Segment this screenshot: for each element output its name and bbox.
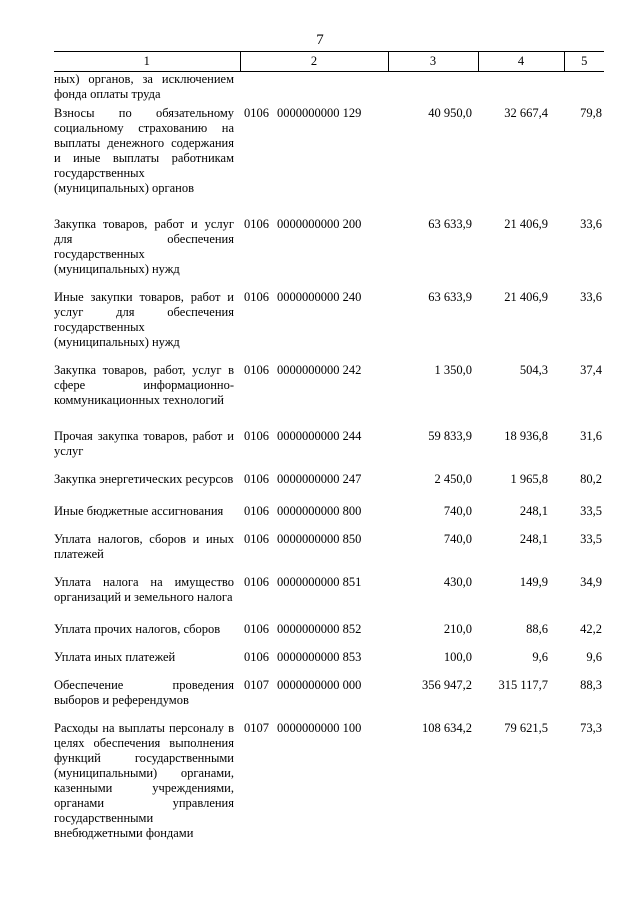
row-name: Уплата иных платежей bbox=[54, 650, 176, 664]
row-name: Взносы по обязательному социальному страхованию на выплаты денежного содержания и иные выплаты работникам государственных (муниципальных) органов bbox=[54, 106, 234, 195]
column-header: 3 bbox=[388, 52, 478, 72]
table-row bbox=[54, 504, 604, 532]
percent-value: 31,6 bbox=[580, 429, 602, 443]
table-row bbox=[54, 429, 604, 472]
percent-value: 33,5 bbox=[580, 504, 602, 518]
row-name: Закупка энергетических ресурсов bbox=[54, 472, 234, 486]
table-row bbox=[54, 650, 604, 678]
section-code: 0106 bbox=[244, 622, 269, 636]
row-code bbox=[240, 622, 388, 650]
row-code bbox=[240, 532, 388, 575]
expense-code: 0000000000 000 bbox=[277, 678, 362, 692]
section-code: 0106 bbox=[244, 650, 269, 664]
plan-value: 63 633,9 bbox=[428, 290, 472, 304]
plan-value: 1 350,0 bbox=[434, 363, 472, 377]
table-row bbox=[54, 106, 604, 217]
percent-value: 33,6 bbox=[580, 217, 602, 231]
section-code: 0107 bbox=[244, 678, 269, 692]
row-name: Иные закупки товаров, работ и услуг для обеспечения государственных (муниципальных) нужд bbox=[54, 290, 234, 349]
header-row bbox=[54, 52, 604, 72]
expense-code: 0000000000 800 bbox=[277, 504, 362, 518]
table-row bbox=[54, 72, 604, 107]
budget-table bbox=[54, 51, 604, 841]
section-code: 0106 bbox=[244, 532, 269, 546]
row-code bbox=[240, 504, 388, 532]
percent-value: 33,5 bbox=[580, 532, 602, 546]
plan-value: 63 633,9 bbox=[428, 217, 472, 231]
expense-code: 0000000000 200 bbox=[277, 217, 362, 231]
actual-value: 21 406,9 bbox=[504, 217, 548, 231]
plan-value: 59 833,9 bbox=[428, 429, 472, 443]
row-code bbox=[240, 106, 388, 217]
row-code bbox=[240, 721, 388, 841]
expense-code: 0000000000 242 bbox=[277, 363, 362, 377]
row-name: Обеспечение проведения выборов и референдумов bbox=[54, 678, 234, 707]
section-code: 0106 bbox=[244, 363, 269, 377]
table-row bbox=[54, 472, 604, 504]
plan-value: 2 450,0 bbox=[434, 472, 472, 486]
actual-value: 88,6 bbox=[526, 622, 548, 636]
actual-value: 32 667,4 bbox=[504, 106, 548, 120]
column-header: 1 bbox=[54, 52, 240, 72]
percent-value: 80,2 bbox=[580, 472, 602, 486]
table-row bbox=[54, 290, 604, 363]
table-row bbox=[54, 575, 604, 622]
plan-value: 356 947,2 bbox=[422, 678, 472, 692]
actual-value: 21 406,9 bbox=[504, 290, 548, 304]
section-code: 0106 bbox=[244, 575, 269, 589]
section-code: 0106 bbox=[244, 472, 269, 486]
actual-value: 79 621,5 bbox=[504, 721, 548, 735]
percent-value: 33,6 bbox=[580, 290, 602, 304]
column-header: 5 bbox=[564, 52, 604, 72]
row-code bbox=[240, 72, 388, 107]
expense-code: 0000000000 247 bbox=[277, 472, 362, 486]
plan-value: 430,0 bbox=[443, 575, 472, 589]
actual-value: 1 965,8 bbox=[510, 472, 548, 486]
expense-code: 0000000000 244 bbox=[277, 429, 362, 443]
percent-value: 88,3 bbox=[580, 678, 602, 692]
expense-code: 0000000000 850 bbox=[277, 532, 362, 546]
actual-value: 248,1 bbox=[519, 504, 548, 518]
row-name: Уплата прочих налогов, сборов bbox=[54, 622, 221, 636]
row-code bbox=[240, 575, 388, 622]
plan-value: 740,0 bbox=[443, 532, 472, 546]
row-name: Уплата налогов, сборов и иных платежей bbox=[54, 532, 234, 561]
column-header: 2 bbox=[240, 52, 388, 72]
row-name: ных) органов, за исключением фонда оплаты труда bbox=[54, 72, 234, 101]
plan-value: 40 950,0 bbox=[428, 106, 472, 120]
actual-value: 315 117,7 bbox=[498, 678, 548, 692]
row-code bbox=[240, 678, 388, 721]
table-row bbox=[54, 678, 604, 721]
actual-value: 504,3 bbox=[519, 363, 548, 377]
table-row bbox=[54, 622, 604, 650]
plan-value: 740,0 bbox=[443, 504, 472, 518]
section-code: 0106 bbox=[244, 290, 269, 304]
actual-value bbox=[478, 72, 564, 107]
expense-code: 0000000000 129 bbox=[277, 106, 362, 120]
expense-code: 0000000000 851 bbox=[277, 575, 362, 589]
percent-value: 73,3 bbox=[580, 721, 602, 735]
row-code bbox=[240, 650, 388, 678]
row-code bbox=[240, 363, 388, 429]
plan-value: 108 634,2 bbox=[422, 721, 472, 735]
percent-value: 9,6 bbox=[586, 650, 602, 664]
plan-value: 210,0 bbox=[443, 622, 472, 636]
table-row bbox=[54, 363, 604, 429]
actual-value: 18 936,8 bbox=[504, 429, 548, 443]
section-code: 0107 bbox=[244, 721, 269, 735]
expense-code: 0000000000 853 bbox=[277, 650, 362, 664]
row-name: Закупка товаров, работ и услуг для обеспечения государственных (муниципальных) нужд bbox=[54, 217, 234, 276]
plan-value: 100,0 bbox=[443, 650, 472, 664]
actual-value: 149,9 bbox=[519, 575, 548, 589]
percent-value: 79,8 bbox=[580, 106, 602, 120]
row-code bbox=[240, 290, 388, 363]
percent-value bbox=[564, 72, 604, 107]
percent-value: 42,2 bbox=[580, 622, 602, 636]
row-name: Расходы на выплаты персоналу в целях обеспечения выполнения функций государственными (муниципальными) органами, казенными учреждениями, органами управления государственными внебюджетными фондами bbox=[54, 721, 234, 840]
percent-value: 34,9 bbox=[580, 575, 602, 589]
plan-value bbox=[388, 72, 478, 107]
table-row bbox=[54, 217, 604, 290]
expense-code: 0000000000 240 bbox=[277, 290, 362, 304]
expense-code: 0000000000 100 bbox=[277, 721, 362, 735]
section-code: 0106 bbox=[244, 217, 269, 231]
page-number: 7 bbox=[316, 32, 324, 48]
row-name: Уплата налога на имущество организаций и земельного налога bbox=[54, 575, 234, 604]
section-code: 0106 bbox=[244, 106, 269, 120]
percent-value: 37,4 bbox=[580, 363, 602, 377]
table-body bbox=[54, 72, 604, 842]
section-code: 0106 bbox=[244, 429, 269, 443]
table-row bbox=[54, 532, 604, 575]
actual-value: 248,1 bbox=[519, 532, 548, 546]
row-name: Иные бюджетные ассигнования bbox=[54, 504, 224, 518]
column-header: 4 bbox=[478, 52, 564, 72]
table-row bbox=[54, 721, 604, 841]
row-name: Закупка товаров, работ, услуг в сфере информационно-коммуникационных технологий bbox=[54, 363, 234, 407]
actual-value: 9,6 bbox=[532, 650, 548, 664]
section-code: 0106 bbox=[244, 504, 269, 518]
row-code bbox=[240, 217, 388, 290]
expense-code: 0000000000 852 bbox=[277, 622, 362, 636]
row-name: Прочая закупка товаров, работ и услуг bbox=[54, 429, 234, 458]
row-code bbox=[240, 472, 388, 504]
row-code bbox=[240, 429, 388, 472]
